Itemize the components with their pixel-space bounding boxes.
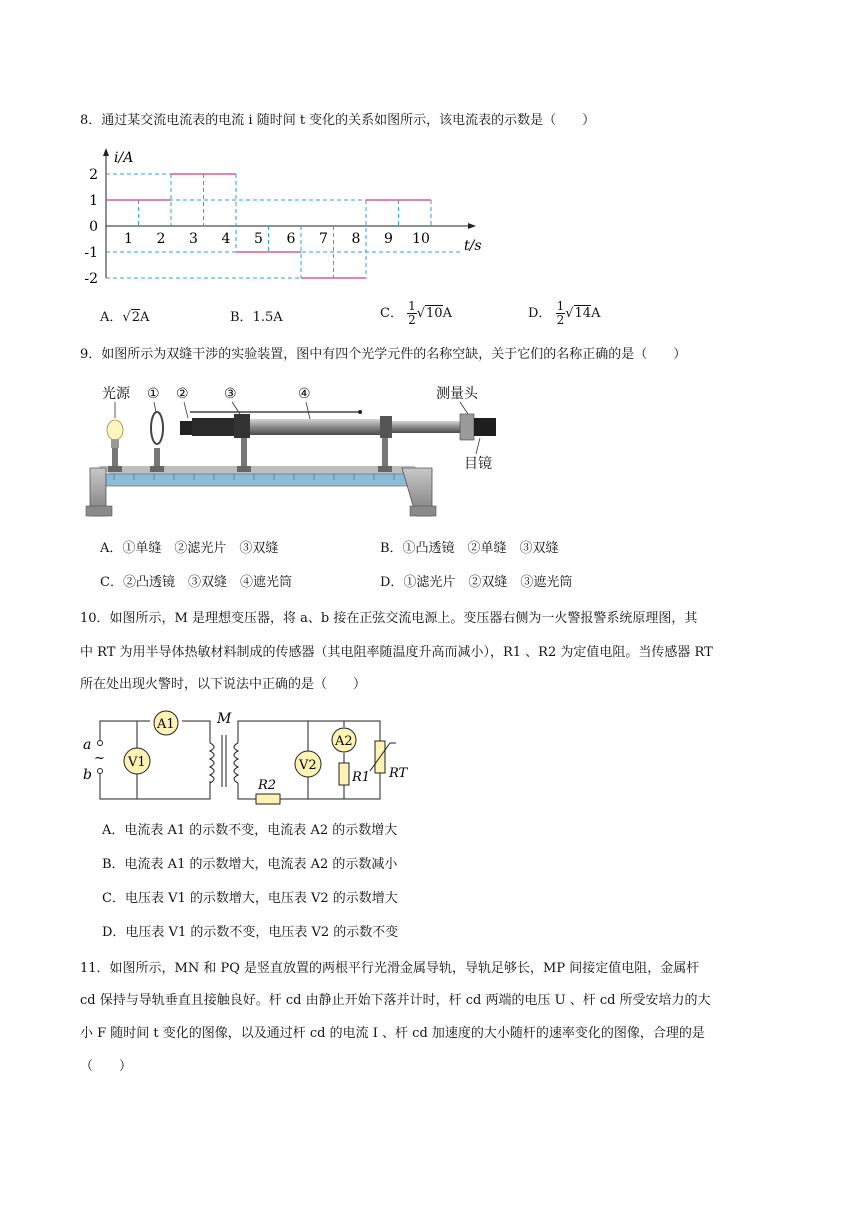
q8-option-d-label: D． xyxy=(528,306,552,321)
x-axis-label: t/s xyxy=(464,238,482,254)
label-tilde: ~ xyxy=(94,751,105,766)
y-tick-label: -2 xyxy=(84,271,98,286)
bench-scale xyxy=(102,474,426,486)
q8-option-c-label: C． xyxy=(380,306,403,321)
x-tick-label: 9 xyxy=(384,231,393,247)
q8-option-d[interactable]: D． $\frac{1}{2}$ √14A xyxy=(528,299,601,327)
y-axis-arrow xyxy=(103,148,109,156)
q9-double-slit-apparatus xyxy=(84,378,524,520)
q9-option-a[interactable]: A．①单缝 ②滤光片 ③双缝 xyxy=(100,541,279,556)
q11-stem-line-3: 小 F 随时间 t 变化的图像，以及通过杆 cd 的电流 I 、杆 cd 加速度的大小随杆的速率变化的图像，合理的是 xyxy=(80,1026,705,1041)
x-tick-label: 6 xyxy=(286,231,296,247)
label-r1: R1 xyxy=(352,770,371,785)
x-tick-label: 1 xyxy=(124,231,133,247)
q8-option-a-unit: A xyxy=(139,310,150,325)
q8-option-d-root: 14 xyxy=(574,306,592,321)
q8-current-time-graph xyxy=(80,146,490,286)
q8-option-c-fraction: $\frac{1}{2}$ xyxy=(408,299,416,327)
label-a: a xyxy=(83,737,92,753)
eyepiece xyxy=(474,418,496,436)
resistor-r2 xyxy=(256,794,280,804)
y-tick-label: 2 xyxy=(89,167,98,183)
label-eyepiece: 目镜 xyxy=(464,456,492,472)
terminal-b xyxy=(98,769,103,774)
q10-stem-line-2: 中 RT 为用半导体热敏材料制成的传感器（其电阻率随温度升高而减小），R1 、R2 为定值电阻。当传感器 RT xyxy=(80,645,713,660)
x-tick-label: 8 xyxy=(351,231,361,247)
label-component-1: ① xyxy=(147,386,160,402)
label-component-4: ④ xyxy=(298,386,311,402)
x-tick-label: 5 xyxy=(254,231,263,247)
q10-stem-line-3: 所在处出现火警时，以下说法中正确的是（ ） xyxy=(80,677,367,692)
light-shield-tube xyxy=(250,419,386,435)
bench-top xyxy=(98,466,426,474)
q9-option-d[interactable]: D．①滤光片 ②双缝 ③遮光筒 xyxy=(380,575,573,590)
q10-option-d[interactable]: D．电压表 V1 的示数不变，电压表 V2 的示数不变 xyxy=(102,925,399,940)
q9-option-c[interactable]: C．②凸透镜 ③双缝 ④遮光筒 xyxy=(100,575,292,590)
q8-stem: 8．通过某交流电流表的电流 i 随时间 t 变化的关系如图所示，该电流表的示数是（ ） xyxy=(80,113,596,128)
q9-stem: 9．如图所示为双缝干涉的实验装置，图中有四个光学元件的名称空缺，关于它们的名称正确的是（ ） xyxy=(80,347,687,362)
q11-stem-line-2: cd 保持与导轨垂直且接触良好。杆 cd 由静止开始下落并计时，杆 cd 两端的电压 U 、杆 cd 所受安培力的大 xyxy=(80,993,711,1008)
label-v2: V2 xyxy=(299,758,317,773)
label-r2: R2 xyxy=(258,778,277,793)
q11-stem-line-1: 11．如图所示，MN 和 PQ 是竖直放置的两根平行光滑金属导轨，导轨足够长，MP 间接定值电阻，金属杆 xyxy=(80,961,700,976)
y-tick-label: 0 xyxy=(89,219,98,235)
label-measuring-head: 测量头 xyxy=(436,386,478,402)
q10-option-c[interactable]: C．电压表 V1 的示数增大，电压表 V2 的示数增大 xyxy=(102,891,398,906)
q8-option-a-value: 2 xyxy=(131,310,140,325)
q10-option-b[interactable]: B．电流表 A1 的示数增大，电流表 A2 的示数减小 xyxy=(102,857,398,872)
q8-option-a-label: A． xyxy=(100,310,123,325)
x-tick-label: 2 xyxy=(156,231,166,247)
x-tick-label: 7 xyxy=(319,231,328,247)
q8-option-b-value: 1.5A xyxy=(252,310,283,325)
q8-option-c-root: 10 xyxy=(426,306,443,321)
y-axis-label: i/A xyxy=(114,150,134,166)
q8-option-a[interactable]: A．√2A xyxy=(100,310,150,325)
x-tick-label: 10 xyxy=(412,231,430,247)
q8-option-c-unit: A xyxy=(442,306,452,321)
label-component-3: ③ xyxy=(224,386,237,402)
q10-transformer-circuit xyxy=(80,705,420,805)
light-bulb-icon xyxy=(107,420,123,440)
q8-option-b[interactable] xyxy=(230,309,283,327)
label-b: b xyxy=(83,767,92,783)
label-a1: A1 xyxy=(157,717,175,732)
y-tick-label: -1 xyxy=(84,245,98,261)
x-tick-label: 4 xyxy=(221,231,231,247)
label-v1: V1 xyxy=(128,755,146,770)
q8-option-d-fraction: $\frac{1}{2}$ xyxy=(556,299,565,327)
resistor-r1 xyxy=(339,763,349,785)
label-component-2: ② xyxy=(176,386,189,402)
lens-ring xyxy=(151,412,163,444)
label-a2: A2 xyxy=(335,734,353,749)
y-tick-label: 1 xyxy=(89,193,98,209)
q8-option-d-unit: A xyxy=(591,306,601,321)
label-m: M xyxy=(217,711,232,727)
terminal-a xyxy=(98,741,103,746)
x-tick-label: 3 xyxy=(189,231,198,247)
label-rt: RT xyxy=(389,766,408,781)
q9-option-b[interactable]: B．①凸透镜 ②单缝 ③双缝 xyxy=(380,541,559,556)
q10-option-a[interactable]: A．电流表 A1 的示数不变，电流表 A2 的示数增大 xyxy=(102,823,398,838)
measuring-head xyxy=(460,414,474,440)
q8-option-c[interactable]: C． $\frac{1}{2}$ √10A xyxy=(380,299,452,327)
q11-stem-line-4: （ ） xyxy=(80,1059,133,1074)
label-light-source: 光源 xyxy=(102,386,130,402)
q10-stem-line-1: 10．如图所示，M 是理想变压器，将 a、b 接在正弦交流电源上。变压器右侧为一火警报警系统原理图，其 xyxy=(80,611,698,626)
q8-option-b-label: B． xyxy=(230,310,253,325)
x-axis-arrow xyxy=(468,223,476,229)
